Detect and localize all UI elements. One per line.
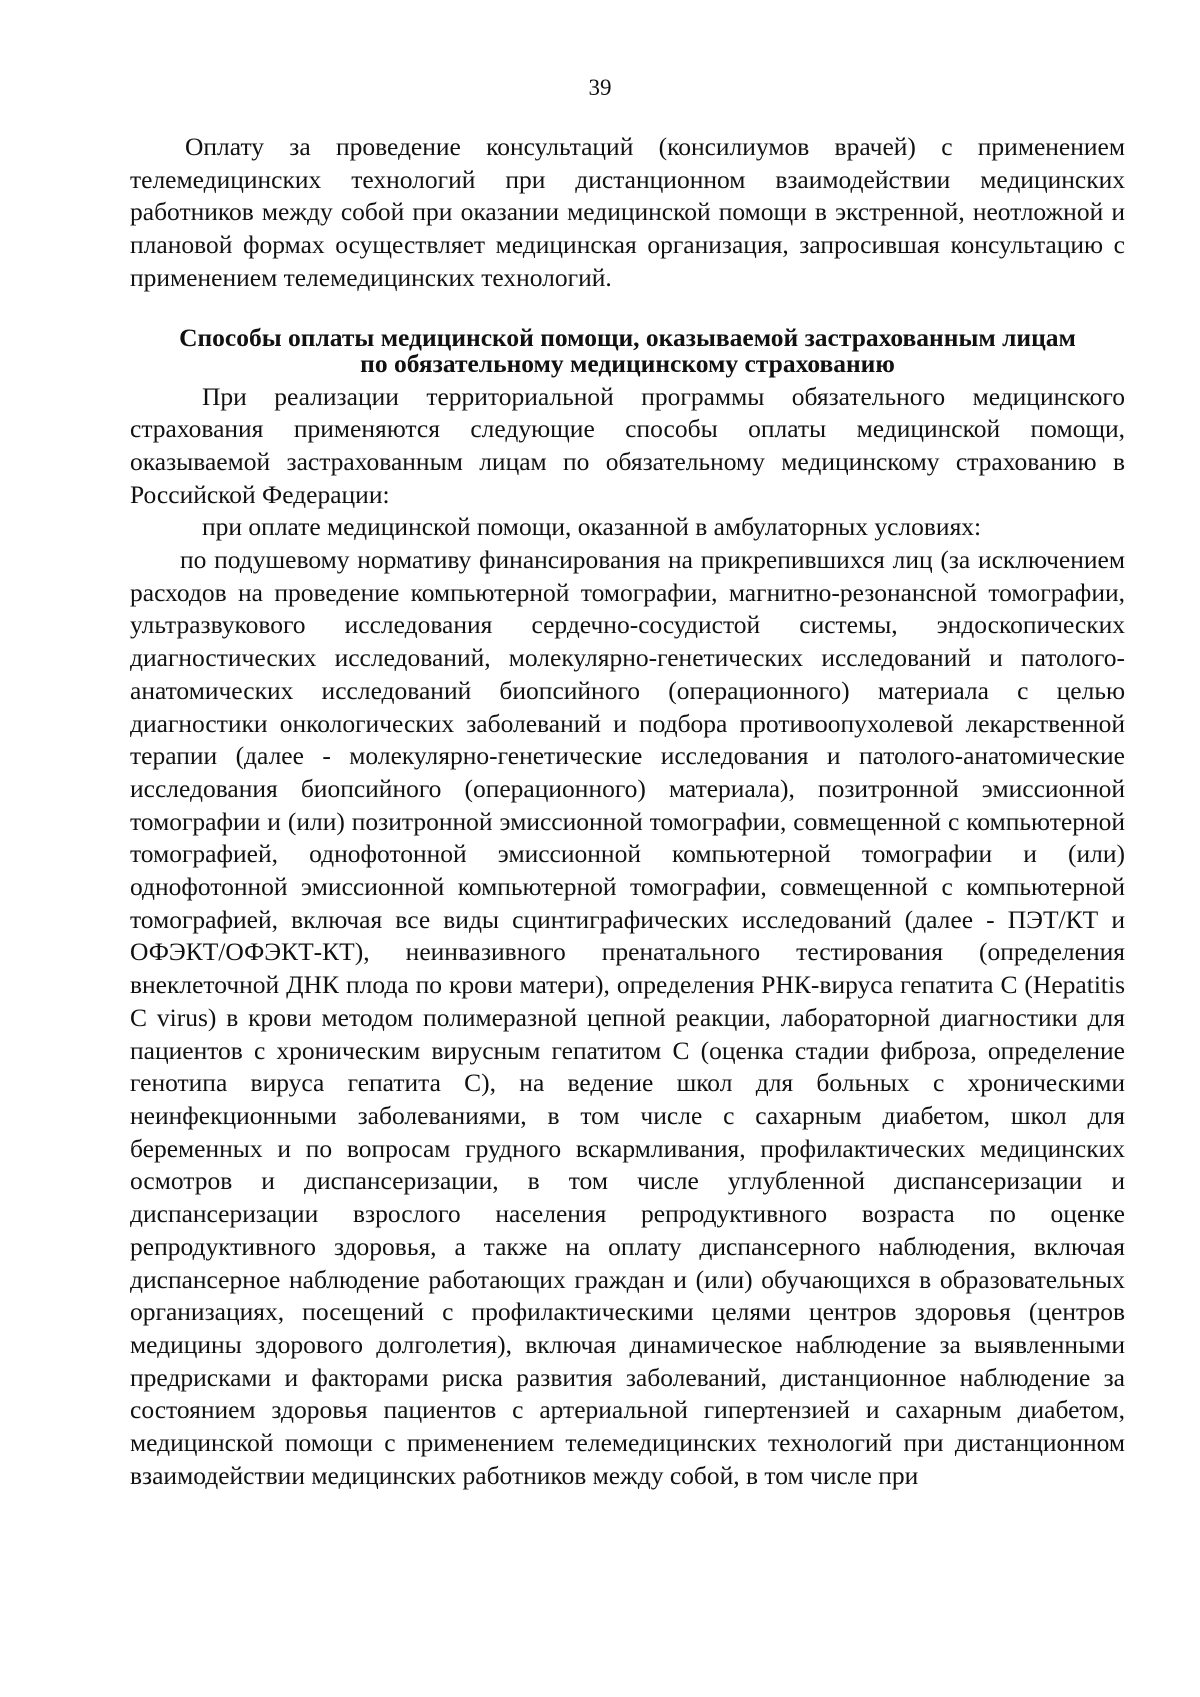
paragraph-payment-methods-intro: При реализации территориальной программы обязательного медицинского страхования применяются следующие способы оплаты медицинской помощи, оказываемой застрахованным лицам по обязательному медицинскому страхованию в Российской Федерации: — [130, 381, 1125, 509]
section-heading — [130, 322, 1125, 378]
page-body — [130, 131, 1125, 1492]
section-heading-line-2: по обязательному медицинскому страхованию — [360, 348, 895, 378]
section-heading-line-1: Способы оплаты медицинской помощи, оказываемой застрахованным лицам — [179, 322, 1076, 352]
paragraph-per-capita-standard: по подушевому нормативу финансирования на прикрепившихся лиц (за исключением расходов на проведение компьютерной томографии, магнитно-резонансной томографии, ультразвукового исследования сердечно-сосудистой системы, эндоскопических диагностических исследований, молекулярно-генетических исследований и патолого-анатомических исследований биопсийного (операционного) материала с целью диагностики онкологических заболеваний и подбора противоопухолевой лекарственной терапии (далее - молекулярно-генетические исследования и патолого-анатомические исследования биопсийного (операционного) материала), позитронной эмиссионной томографии и (или) позитронной эмиссионной томографии, совмещенной с компьютерной томографией, однофотонной эмиссионной компьютерной томографии и (или) однофотонной эмиссионной компьютерной томографии, совмещенной с компьютерной томографией, включая все виды сцинтиграфических исследований (далее - ПЭТ/КТ и ОФЭКТ/ОФЭКТ-КТ), неинвазивного пренатального тестирования (определения внеклеточной ДНК плода по крови матери), определения РНК-вируса гепатита С (Hepatitis С virus) в крови методом полимеразной цепной реакции, лабораторной диагностики для пациентов с хроническим вирусным гепатитом С (оценка стадии фиброза, определение генотипа вируса гепатита С), на ведение школ для больных с хроническими неинфекционными заболеваниями, в том числе с сахарным диабетом, школ для беременных и по вопросам грудного вскармливания, профилактических медицинских осмотров и диспансеризации, в том числе углубленной диспансеризации и диспансеризации взрослого населения репродуктивного возраста по оценке репродуктивного здоровья, а также на оплату диспансерного наблюдения, включая диспансерное наблюдение работающих граждан и (или) обучающихся в образовательных организациях, посещений с профилактическими целями центров здоровья (центров медицины здорового долголетия), включая динамическое наблюдение за выявленными предрисками и факторами риска развития заболеваний, дистанционное наблюдение за состоянием здоровья пациентов с артериальной гипертензией и сахарным диабетом, медицинской помощи с применением телемедицинских технологий при дистанционном взаимодействии медицинских работников между собой, в том числе при — [130, 545, 1125, 1490]
paragraph-telemedicine-payment: Оплату за проведение консультаций (консилиумов врачей) с применением телемедицинских технологий при дистанционном взаимодействии медицинских работников между собой при оказании медицинской помощи в экстренной, неотложной и плановой формах осуществляет медицинская организация, запросившая консультацию с применением телемедицинских технологий. — [130, 132, 1125, 292]
paragraph-outpatient-conditions: при оплате медицинской помощи, оказанной в амбулаторных условиях: — [202, 512, 982, 542]
page-number: 39 — [588, 75, 612, 100]
